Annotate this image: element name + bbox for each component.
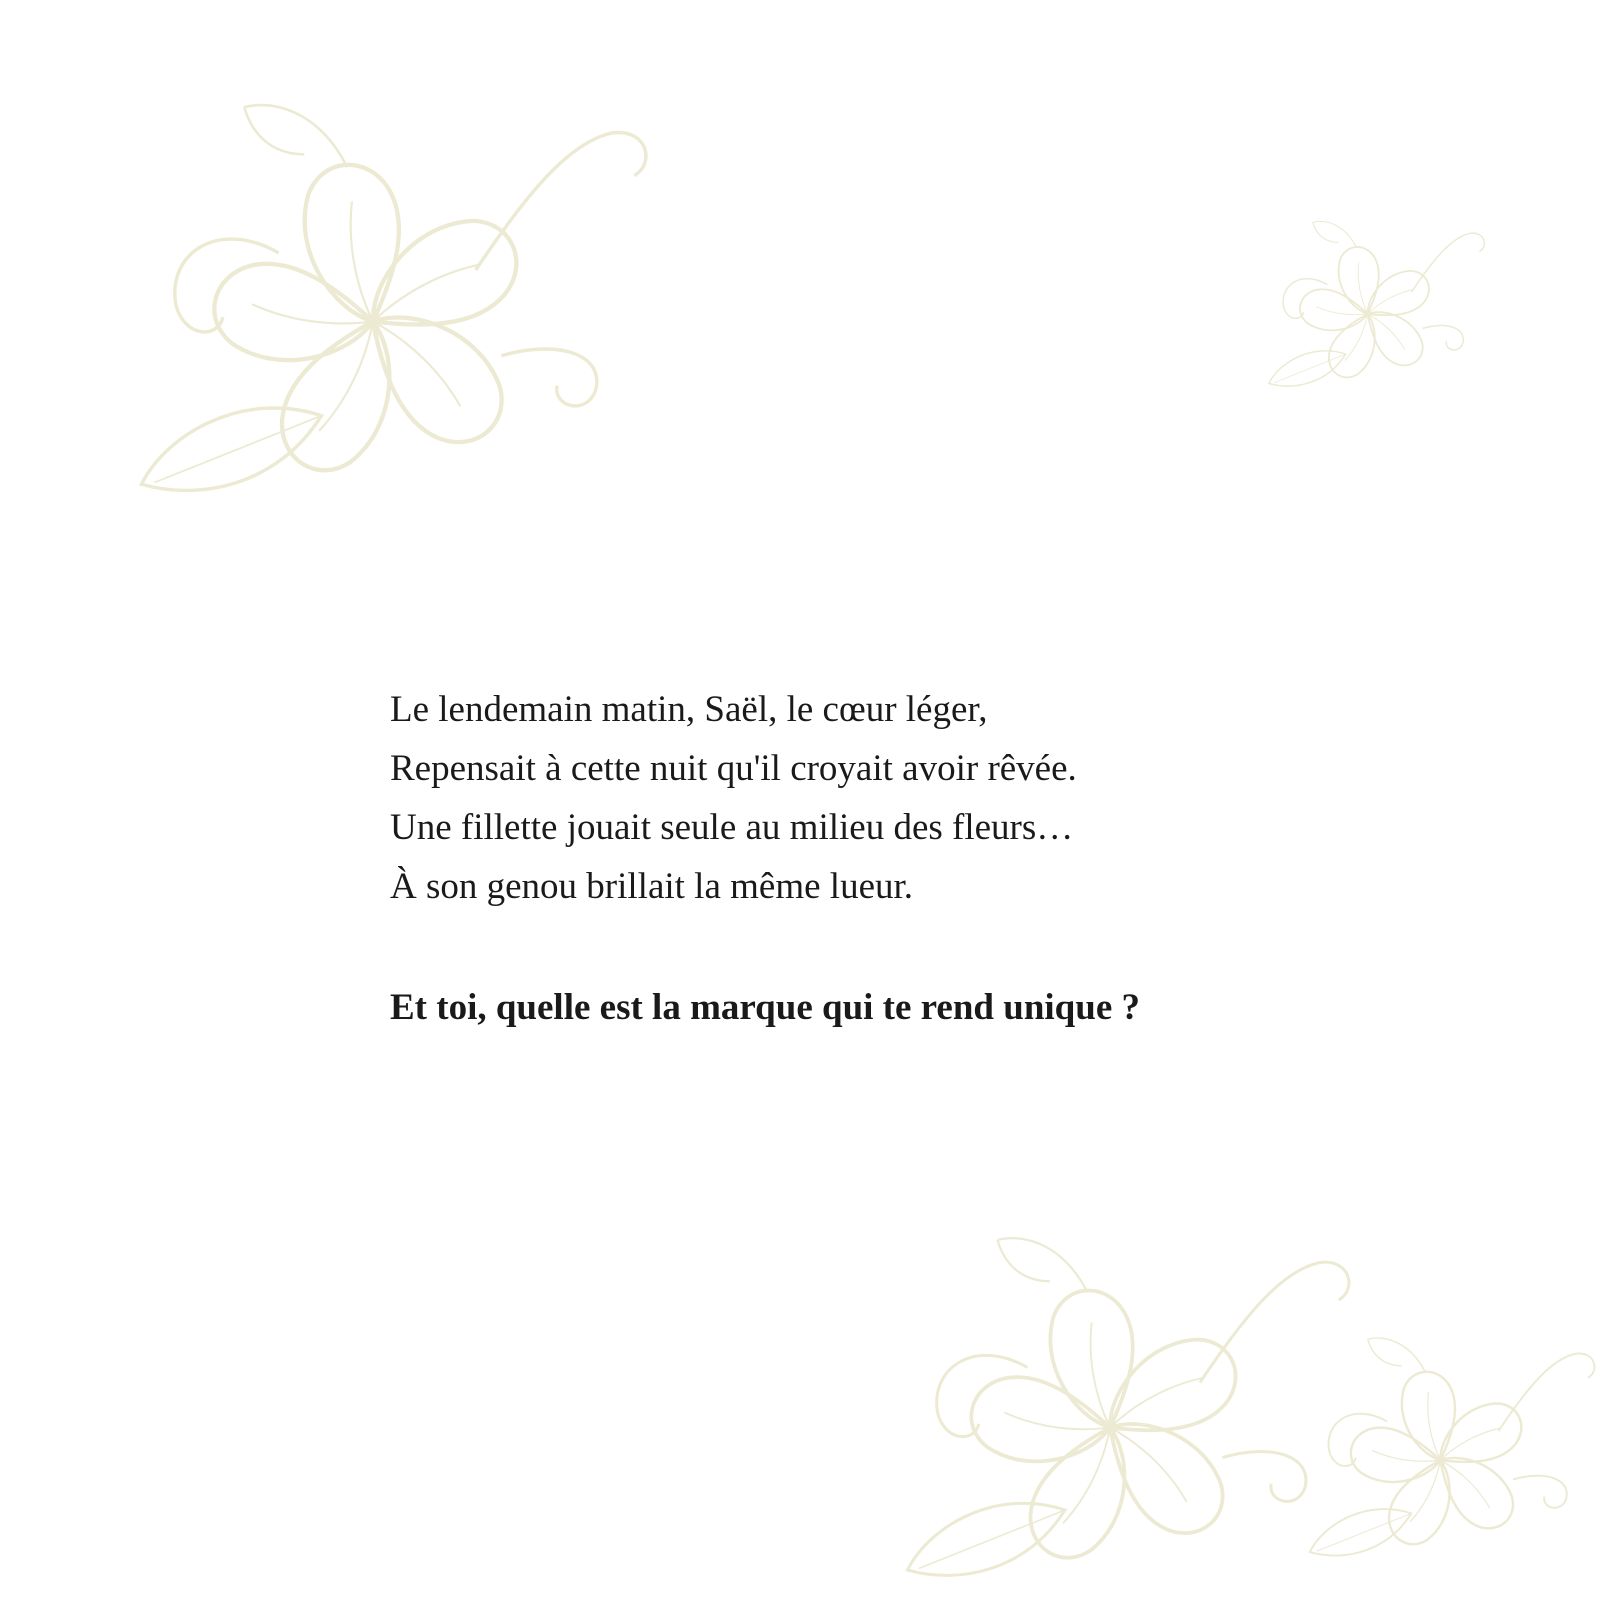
plumeria-flower-icon [1300, 1320, 1600, 1600]
plumeria-flower-icon [885, 1225, 1365, 1600]
poem-line: À son genou brillait la même lueur. [390, 866, 914, 907]
poem-question: Et toi, quelle est la marque qui te rend unique ? [390, 987, 1141, 1028]
plumeria-flower-icon [1255, 215, 1495, 420]
poem-block [390, 680, 1390, 1037]
poem-line: Une fillette jouait seule au milieu des fleurs… [390, 807, 1074, 848]
poem-line: Le lendemain matin, Saël, le cœur léger, [390, 689, 988, 730]
plumeria-flower-icon [110, 90, 670, 570]
poem-line: Repensait à cette nuit qu'il croyait avoir rêvée. [390, 748, 1077, 789]
